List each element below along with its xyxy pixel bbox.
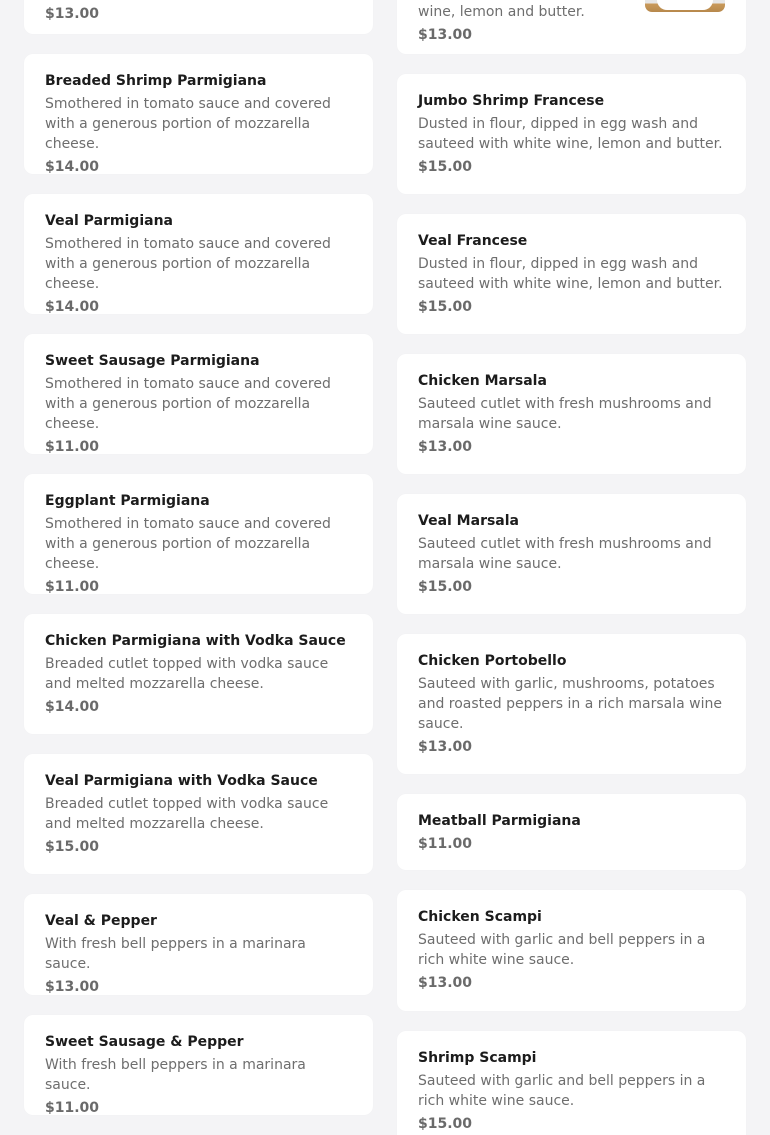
item-price: $11.00 — [45, 1100, 100, 1116]
menu-item-card[interactable] — [24, 334, 373, 454]
item-price: $14.00 — [45, 159, 100, 175]
item-price: $11.00 — [45, 579, 100, 595]
menu-item-card[interactable] — [24, 614, 373, 734]
item-name: Chicken Marsala — [418, 373, 547, 389]
item-description: Sauteed with garlic and bell peppers in a rich white wine sauce. — [418, 932, 706, 968]
menu-item-card[interactable] — [397, 794, 746, 870]
menu-item-card[interactable] — [397, 74, 746, 194]
menu-item-card[interactable] — [397, 1031, 746, 1135]
item-name: Veal Parmigiana — [45, 213, 173, 229]
item-name: Veal Parmigiana with Vodka Sauce — [45, 773, 318, 789]
menu-item-card[interactable] — [397, 634, 746, 774]
item-price: $13.00 — [418, 439, 473, 455]
item-price: $11.00 — [418, 836, 473, 852]
menu-item-card[interactable] — [24, 1015, 373, 1115]
item-name: Veal & Pepper — [45, 913, 157, 929]
item-name: Eggplant Parmigiana — [45, 493, 210, 509]
item-price: $15.00 — [418, 1116, 473, 1132]
item-price: $15.00 — [418, 579, 473, 595]
item-description: Breaded cutlet topped with vodka sauce and melted mozzarella cheese. — [45, 796, 329, 832]
item-description: Sauteed cutlet with fresh mushrooms and marsala wine sauce. — [418, 396, 712, 432]
menu-item-card[interactable] — [397, 494, 746, 614]
item-description: Smothered in tomato sauce and covered with a generous portion of mozzarella cheese. — [45, 96, 331, 152]
menu-item-card[interactable] — [397, 890, 746, 1011]
menu-item-card[interactable] — [24, 754, 373, 874]
item-name: Shrimp Scampi — [418, 1050, 537, 1066]
item-description: With fresh bell peppers in a marinara sauce. — [45, 1057, 306, 1093]
item-name: Chicken Scampi — [418, 909, 542, 925]
food-photo-thumbnail[interactable] — [645, 0, 725, 12]
item-price: $13.00 — [418, 27, 473, 43]
menu-item-card[interactable] — [24, 54, 373, 174]
item-price: $15.00 — [45, 839, 100, 855]
item-description: With fresh bell peppers in a marinara sauce. — [45, 936, 306, 972]
item-description: Smothered in tomato sauce and covered with a generous portion of mozzarella cheese. — [45, 236, 331, 292]
item-name: Jumbo Shrimp Francese — [418, 93, 605, 109]
item-description: Dusted in flour, dipped in egg wash and sauteed with white wine, lemon and butter. — [418, 116, 723, 152]
menu-item-card[interactable] — [397, 354, 746, 474]
item-price: $14.00 — [45, 699, 100, 715]
menu-item-card[interactable] — [397, 0, 746, 54]
item-description: wine, lemon and butter. — [418, 4, 585, 20]
item-description: Dusted in flour, dipped in egg wash and sauteed with white wine, lemon and butter. — [418, 256, 723, 292]
item-price: $13.00 — [418, 975, 473, 991]
item-price: $15.00 — [418, 159, 473, 175]
item-price: $11.00 — [45, 439, 100, 455]
item-price: $14.00 — [45, 299, 100, 315]
item-price: $13.00 — [45, 6, 100, 22]
menu-item-card[interactable] — [24, 474, 373, 594]
item-price: $13.00 — [418, 739, 473, 755]
item-description: Sauteed with garlic, mushrooms, potatoes and roasted peppers in a rich marsala wine sauce. — [418, 676, 723, 732]
menu-item-card[interactable] — [24, 894, 373, 995]
item-name: Sweet Sausage Parmigiana — [45, 353, 260, 369]
menu-item-card[interactable] — [24, 0, 373, 34]
item-name: Chicken Portobello — [418, 653, 567, 669]
menu-item-card[interactable] — [397, 214, 746, 334]
item-name: Veal Francese — [418, 233, 528, 249]
item-description: Smothered in tomato sauce and covered with a generous portion of mozzarella cheese. — [45, 376, 331, 432]
item-description: Sauteed cutlet with fresh mushrooms and marsala wine sauce. — [418, 536, 712, 572]
item-name: Breaded Shrimp Parmigiana — [45, 73, 267, 89]
item-description: Breaded cutlet topped with vodka sauce and melted mozzarella cheese. — [45, 656, 329, 692]
item-name: Veal Marsala — [418, 513, 519, 529]
item-name: Chicken Parmigiana with Vodka Sauce — [45, 633, 346, 649]
item-description: Sauteed with garlic and bell peppers in a rich white wine sauce. — [418, 1073, 706, 1109]
item-name: Meatball Parmigiana — [418, 813, 581, 829]
item-name: Sweet Sausage & Pepper — [45, 1034, 244, 1050]
item-price: $15.00 — [418, 299, 473, 315]
item-price: $13.00 — [45, 979, 100, 995]
item-description: Smothered in tomato sauce and covered with a generous portion of mozzarella cheese. — [45, 516, 331, 572]
menu-item-card[interactable] — [24, 194, 373, 314]
